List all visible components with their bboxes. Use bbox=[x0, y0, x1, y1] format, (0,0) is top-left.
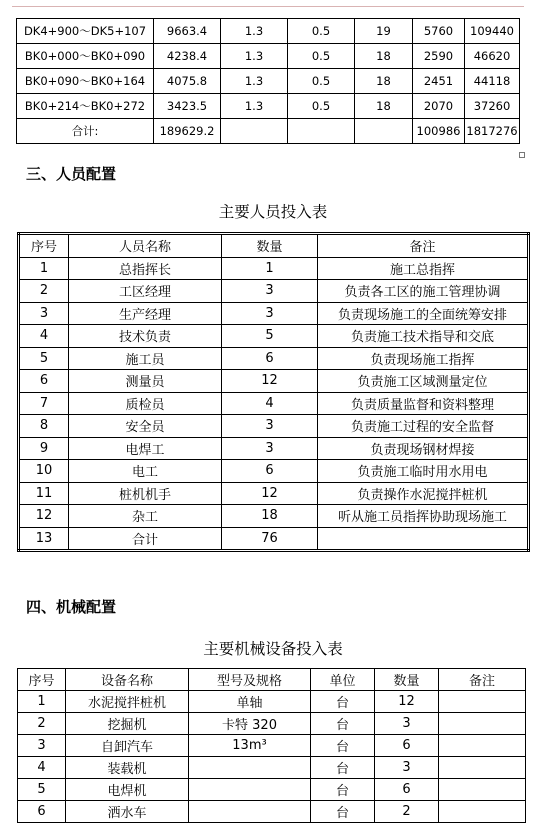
table-cell: 施工总指挥 bbox=[318, 257, 529, 280]
table-cell: 洒水车 bbox=[66, 801, 189, 823]
table-cell: 3 bbox=[18, 735, 66, 757]
table-cell: BK0+000～BK0+090 bbox=[17, 44, 154, 69]
table-row bbox=[19, 325, 529, 348]
table-cell: 11 bbox=[19, 482, 69, 505]
table-cell: 6 bbox=[18, 801, 66, 823]
table-cell: 13 bbox=[19, 527, 69, 551]
section-heading-personnel: 三、人员配置 bbox=[26, 165, 117, 183]
table-cell: 3 bbox=[222, 437, 318, 460]
table-cell: 负责现场钢材焊接 bbox=[318, 437, 529, 460]
column-header: 序号 bbox=[18, 669, 66, 691]
table-cell: 1 bbox=[222, 257, 318, 280]
table-cell: 1.3 bbox=[221, 44, 288, 69]
table-cell: 6 bbox=[19, 370, 69, 393]
table-cell: 1.3 bbox=[221, 19, 288, 44]
table-cell: 4 bbox=[222, 392, 318, 415]
table-row bbox=[18, 801, 526, 823]
table-cell: 1.3 bbox=[221, 94, 288, 119]
table-cell: 工区经理 bbox=[69, 280, 222, 303]
table-cell: 9 bbox=[19, 437, 69, 460]
column-header: 数量 bbox=[222, 234, 318, 258]
table-cell: 5 bbox=[18, 779, 66, 801]
table-cell: 听从施工员指挥协助现场施工 bbox=[318, 505, 529, 528]
table-cell: 3 bbox=[222, 415, 318, 438]
total-cell: 合计: bbox=[17, 119, 154, 144]
table-cell: 0.5 bbox=[288, 69, 355, 94]
table-cell: 4 bbox=[19, 325, 69, 348]
table-cell: 2 bbox=[375, 801, 439, 823]
section-heading-machinery: 四、机械配置 bbox=[26, 598, 117, 616]
table-cell: 37260 bbox=[465, 94, 520, 119]
table-cell: 4 bbox=[18, 757, 66, 779]
table-cell: 9663.4 bbox=[154, 19, 221, 44]
table-row bbox=[18, 735, 526, 757]
table-cell: 3 bbox=[375, 757, 439, 779]
table-cell: 台 bbox=[311, 757, 375, 779]
table-cell bbox=[439, 713, 526, 735]
table-cell: 卡特 320 bbox=[189, 713, 311, 735]
column-header: 备注 bbox=[439, 669, 526, 691]
table-row bbox=[18, 691, 526, 713]
table-row bbox=[19, 527, 529, 551]
total-cell: 1817276 bbox=[465, 119, 520, 144]
table-cell: 18 bbox=[355, 44, 413, 69]
table-cell: 台 bbox=[311, 801, 375, 823]
table-cell: 负责施工技术指导和交底 bbox=[318, 325, 529, 348]
column-header: 人员名称 bbox=[69, 234, 222, 258]
table-cell: 负责现场施工的全面统筹安排 bbox=[318, 302, 529, 325]
table-cell: 2451 bbox=[413, 69, 465, 94]
table-cell: 3 bbox=[222, 280, 318, 303]
table-cell: 2 bbox=[18, 713, 66, 735]
machinery-table-caption: 主要机械设备投入表 bbox=[203, 640, 343, 658]
table-cell: DK4+900～DK5+107 bbox=[17, 19, 154, 44]
total-row bbox=[17, 119, 520, 144]
table-row bbox=[19, 505, 529, 528]
table-cell: 5760 bbox=[413, 19, 465, 44]
earthwork-quantity-table bbox=[16, 18, 520, 144]
column-header: 数量 bbox=[375, 669, 439, 691]
table-row bbox=[19, 347, 529, 370]
table-cell bbox=[189, 757, 311, 779]
total-cell bbox=[355, 119, 413, 144]
table-cell: 负责各工区的施工管理协调 bbox=[318, 280, 529, 303]
table-cell: 电焊机 bbox=[66, 779, 189, 801]
column-header: 型号及规格 bbox=[189, 669, 311, 691]
table-cell: 12 bbox=[222, 370, 318, 393]
total-cell: 100986 bbox=[413, 119, 465, 144]
table-cell bbox=[439, 801, 526, 823]
table-cell: 3 bbox=[19, 302, 69, 325]
table-row bbox=[17, 69, 520, 94]
table-cell: 76 bbox=[222, 527, 318, 551]
table-cell: 挖掘机 bbox=[66, 713, 189, 735]
table-cell: 6 bbox=[375, 779, 439, 801]
table-cell: 18 bbox=[355, 94, 413, 119]
table-cell: 负责施工区域测量定位 bbox=[318, 370, 529, 393]
table-row bbox=[18, 779, 526, 801]
total-cell bbox=[288, 119, 355, 144]
table-cell bbox=[189, 779, 311, 801]
table-cell: 台 bbox=[311, 691, 375, 713]
personnel-table-caption: 主要人员投入表 bbox=[218, 203, 328, 221]
table-cell: 0.5 bbox=[288, 94, 355, 119]
table-cell: 施工员 bbox=[69, 347, 222, 370]
total-cell: 189629.2 bbox=[154, 119, 221, 144]
column-header: 单位 bbox=[311, 669, 375, 691]
table-cell: 1 bbox=[18, 691, 66, 713]
table-cell bbox=[439, 691, 526, 713]
table-cell: 质检员 bbox=[69, 392, 222, 415]
header-row bbox=[18, 669, 526, 691]
table-cell: 水泥搅拌桩机 bbox=[66, 691, 189, 713]
column-header: 设备名称 bbox=[66, 669, 189, 691]
machinery-table bbox=[17, 668, 526, 823]
table-row bbox=[18, 757, 526, 779]
table-cell: 12 bbox=[222, 482, 318, 505]
table-cell: BK0+214～BK0+272 bbox=[17, 94, 154, 119]
table-row bbox=[19, 460, 529, 483]
table-cell: 0.5 bbox=[288, 19, 355, 44]
table-cell: 1.3 bbox=[221, 69, 288, 94]
table-cell: 5 bbox=[222, 325, 318, 348]
table-row bbox=[19, 257, 529, 280]
table-cell: 44118 bbox=[465, 69, 520, 94]
table-cell: 装载机 bbox=[66, 757, 189, 779]
table-cell: 5 bbox=[19, 347, 69, 370]
table-cell: 合计 bbox=[69, 527, 222, 551]
table-row bbox=[17, 44, 520, 69]
table-cell: 技术负责 bbox=[69, 325, 222, 348]
table-cell: 1 bbox=[19, 257, 69, 280]
table-cell: 13m³ bbox=[189, 735, 311, 757]
table-cell: 10 bbox=[19, 460, 69, 483]
table-cell: 台 bbox=[311, 713, 375, 735]
table-cell bbox=[439, 757, 526, 779]
table-cell: 18 bbox=[222, 505, 318, 528]
table-row bbox=[17, 19, 520, 44]
table-cell: 测量员 bbox=[69, 370, 222, 393]
table-cell: 自卸汽车 bbox=[66, 735, 189, 757]
table-cell bbox=[439, 779, 526, 801]
table-cell: 3 bbox=[222, 302, 318, 325]
table-cell: 单轴 bbox=[189, 691, 311, 713]
table-row bbox=[19, 392, 529, 415]
table-row bbox=[19, 482, 529, 505]
table-row bbox=[17, 94, 520, 119]
table-cell: BK0+090～BK0+164 bbox=[17, 69, 154, 94]
table-cell: 负责施工过程的安全监督 bbox=[318, 415, 529, 438]
table-cell: 19 bbox=[355, 19, 413, 44]
table-cell: 总指挥长 bbox=[69, 257, 222, 280]
table-cell: 12 bbox=[375, 691, 439, 713]
table-row bbox=[19, 370, 529, 393]
table-row bbox=[19, 415, 529, 438]
table-row bbox=[19, 280, 529, 303]
table-cell: 安全员 bbox=[69, 415, 222, 438]
table-cell: 杂工 bbox=[69, 505, 222, 528]
table-cell bbox=[189, 801, 311, 823]
table-cell: 桩机机手 bbox=[69, 482, 222, 505]
page-top-border bbox=[12, 6, 524, 7]
personnel-table bbox=[17, 232, 530, 552]
table-row bbox=[19, 302, 529, 325]
table-cell: 负责质量监督和资料整理 bbox=[318, 392, 529, 415]
table-cell: 电焊工 bbox=[69, 437, 222, 460]
table-cell: 6 bbox=[375, 735, 439, 757]
table-cell: 12 bbox=[19, 505, 69, 528]
table-cell: 台 bbox=[311, 779, 375, 801]
table-cell: 0.5 bbox=[288, 44, 355, 69]
column-header: 序号 bbox=[19, 234, 69, 258]
table-cell: 3 bbox=[375, 713, 439, 735]
table-resize-handle[interactable] bbox=[519, 152, 525, 158]
table-row bbox=[19, 437, 529, 460]
table-cell: 2070 bbox=[413, 94, 465, 119]
table-cell bbox=[439, 735, 526, 757]
table-cell: 台 bbox=[311, 735, 375, 757]
table-cell: 电工 bbox=[69, 460, 222, 483]
table-cell: 2590 bbox=[413, 44, 465, 69]
table-cell: 4075.8 bbox=[154, 69, 221, 94]
table-cell: 109440 bbox=[465, 19, 520, 44]
table-cell: 4238.4 bbox=[154, 44, 221, 69]
column-header: 备注 bbox=[318, 234, 529, 258]
table-cell: 负责操作水泥搅拌桩机 bbox=[318, 482, 529, 505]
table-cell: 46620 bbox=[465, 44, 520, 69]
total-cell bbox=[221, 119, 288, 144]
table-cell: 6 bbox=[222, 460, 318, 483]
table-cell: 6 bbox=[222, 347, 318, 370]
table-cell: 负责现场施工指挥 bbox=[318, 347, 529, 370]
table-cell bbox=[318, 527, 529, 551]
table-cell: 7 bbox=[19, 392, 69, 415]
table-cell: 8 bbox=[19, 415, 69, 438]
table-cell: 18 bbox=[355, 69, 413, 94]
table-cell: 2 bbox=[19, 280, 69, 303]
table-row bbox=[18, 713, 526, 735]
table-cell: 生产经理 bbox=[69, 302, 222, 325]
header-row bbox=[19, 234, 529, 258]
table-cell: 负责施工临时用水用电 bbox=[318, 460, 529, 483]
table-cell: 3423.5 bbox=[154, 94, 221, 119]
